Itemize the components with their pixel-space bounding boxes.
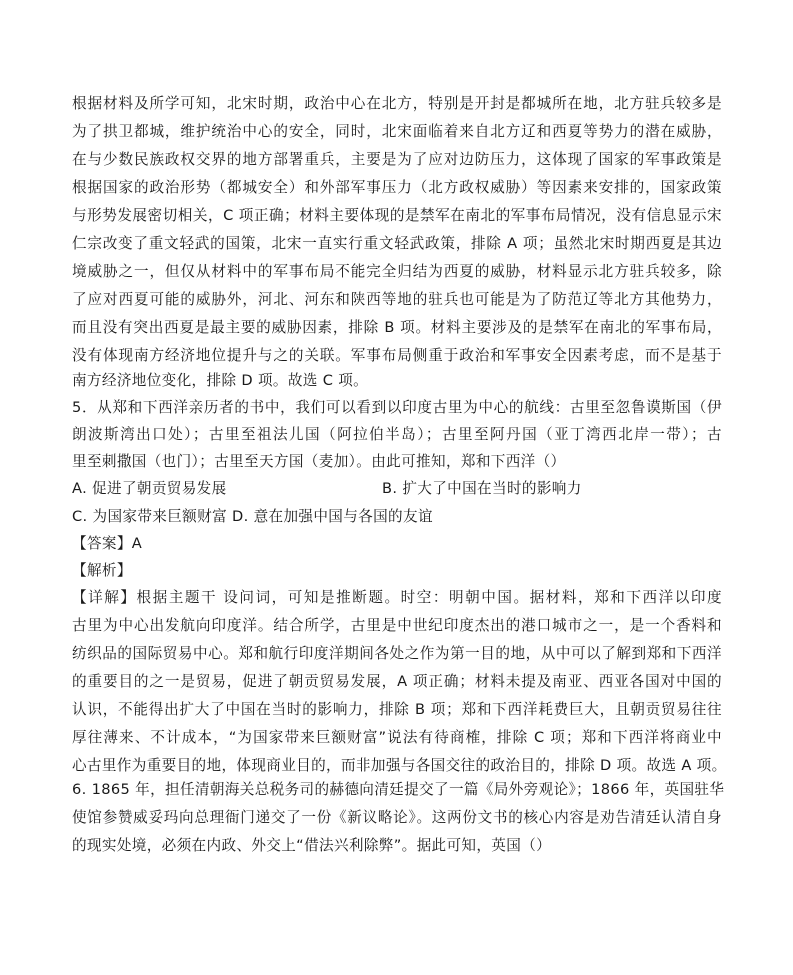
analysis-line: 境威胁之一，但仅从材料中的军事布局不能完全归结为西夏的威胁，材料显示北方驻兵较多，除	[72, 263, 722, 280]
detail-line: 厚往薄来、不计成本，“为国家带来巨额财富”说法有待商榷，排除 C 项；郑和下西洋将商业中	[72, 729, 722, 746]
analysis-line: 根据材料及所学可知，北宋时期，政治中心在北方，特别是开封是都城所在地，北方驻兵较多是	[72, 95, 722, 112]
analysis-line: 在与少数民族政权交界的地方部署重兵，主要是为了应对边防压力，这体现了国家的军事政策是	[72, 151, 722, 168]
analysis-line: 仁宗改变了重文轻武的国策，北宋一直实行重文轻武政策，排除 A 项；虽然北宋时期西夏是其边	[72, 235, 722, 252]
detail-line: 心古里作为重要目的地，体现商业目的，而非加强与各国交往的政治目的，排除 D 项。故选 A 项。	[72, 757, 727, 774]
detail-line: 认识，不能得出扩大了中国在当时的影响力，排除 B 项；郑和下西洋耗费巨大，且朝贡贸易往往	[72, 701, 722, 718]
answer-label: 【答案】A	[72, 535, 143, 552]
detail-line: 古里为中心出发航向印度洋。结合所学，古里是中世纪印度杰出的港口城市之一，是一个香料和	[72, 617, 722, 634]
analysis-line: 根据国家的政治形势（都城安全）和外部军事压力（北方政权威胁）等因素来安排的，国家政策	[72, 179, 722, 196]
question-5-stem: 5．从郑和下西洋亲历者的书中，我们可以看到以印度古里为中心的航线：古里至忽鲁谟斯国（伊	[72, 399, 722, 416]
question-6-stem: 6. 1865 年，担任清朝海关总税务司的赫德向清廷提交了一篇《局外旁观论》；1866 年，英国驻华	[72, 781, 725, 798]
question-6-stem: 的现实处境，必须在内政、外交上“借法兴利除弊”。据此可知，英国（）	[72, 837, 552, 854]
detail-line: 的重要目的之一是贸易，促进了朝贡贸易发展，A 项正确；材料未提及南亚、西亚各国对中国的	[72, 673, 722, 690]
analysis-label: 【解析】	[72, 562, 132, 579]
question-6-stem: 使馆参赞威妥玛向总理衙门递交了一份《新议略论》。这两份文书的核心内容是劝告清廷认清自身	[72, 809, 722, 826]
analysis-line: 了应对西夏可能的威胁外，河北、河东和陕西等地的驻兵也可能是为了防范辽等北方其他势力，	[72, 291, 722, 308]
analysis-line: 南方经济地位变化，排除 D 项。故选 C 项。	[72, 372, 369, 389]
analysis-line: 而且没有突出西夏是最主要的威胁因素，排除 B 项。材料主要涉及的是禁军在南北的军事布局，	[72, 319, 722, 336]
option-a: A. 促进了朝贡贸易发展	[72, 480, 227, 497]
analysis-line: 没有体现南方经济地位提升与之的关联。军事布局侧重于政治和军事安全因素考虑，而不是基于	[72, 347, 722, 364]
option-b: B. 扩大了中国在当时的影响力	[382, 480, 582, 497]
analysis-line: 为了拱卫都城，维护统治中心的安全，同时，北宋面临着来自北方辽和西夏等势力的潜在威胁，	[72, 123, 722, 140]
analysis-line: 与形势发展密切相关，C 项正确；材料主要体现的是禁军在南北的军事布局情况，没有信息显示宋	[72, 207, 722, 224]
question-5-stem: 里至刺撒国（也门）；古里至天方国（麦加）。由此可推知，郑和下西洋（）	[72, 453, 566, 470]
detail-line: 【详解】根据主题干 设问词，可知是推断题。时空：明朝中国。据材料，郑和下西洋以印度	[72, 589, 722, 606]
option-c-d: C. 为国家带来巨额财富 D. 意在加强中国与各国的友谊	[72, 508, 433, 525]
detail-line: 纺织品的国际贸易中心。郑和航行印度洋期间各处之作为第一目的地，从中可以了解到郑和下西洋	[72, 645, 722, 662]
question-5-stem: 朗波斯湾出口处）；古里至祖法儿国（阿拉伯半岛）；古里至阿丹国（亚丁湾西北岸一带）；古	[72, 426, 722, 443]
